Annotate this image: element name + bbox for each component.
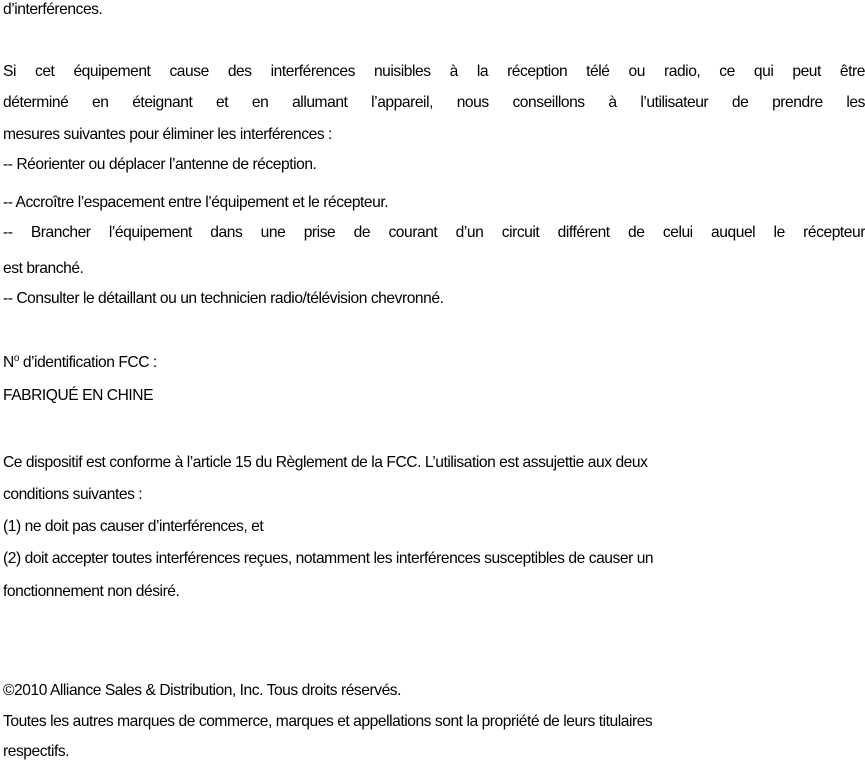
compliance-line-2: conditions suivantes : — [3, 486, 143, 503]
made-in-text: FABRIQUÉ EN CHINE — [3, 387, 154, 404]
fcc-id-label: d’identification FCC : — [18, 354, 157, 371]
advice-paragraph-line-1: Si cet équipement cause des interférences nuisibles à la réception télé ou radio, ce qui peut être — [3, 63, 865, 80]
trademark-line: Toutes les autres marques de commerce, marques et appellations sont la propriété de leurs titulaires — [3, 713, 653, 730]
fcc-id-line — [3, 351, 157, 375]
compliance-condition-2: (2) doit accepter toutes interférences reçues, notamment les interférences susceptibles de causer un — [3, 550, 654, 567]
fcc-id-prefix: N — [3, 354, 14, 371]
advice-list-item: -- Consulter le détaillant ou un technicien radio/télévision chevronné. — [3, 290, 444, 307]
advice-list-item: -- Accroître l’espacement entre l’équipement et le récepteur. — [3, 194, 389, 211]
advice-paragraph-line-2: déterminé en éteignant et en allumant l’appareil, nous conseillons à l’utilisateur de prendre les — [3, 94, 865, 111]
advice-list-item: -- Brancher l’équipement dans une prise de courant d’un circuit différent de celui auquel le récepteur — [3, 224, 865, 241]
advice-list-item-continuation: est branché. — [3, 260, 84, 277]
intro-tail-text: d’interférences. — [3, 1, 103, 18]
trademark-line-end: respectifs. — [3, 743, 70, 760]
advice-paragraph-line-3: mesures suivantes pour éliminer les interférences : — [3, 126, 332, 143]
compliance-condition-1: (1) ne doit pas causer d’interférences, et — [3, 518, 264, 535]
compliance-line-1: Ce dispositif est conforme à l’article 15 du Règlement de la FCC. L’utilisation est assujettie aux deux — [3, 454, 648, 471]
fcc-id-superscript: o — [13, 353, 19, 364]
copyright-line: ©2010 Alliance Sales & Distribution, Inc. Tous droits réservés. — [3, 682, 402, 699]
advice-list-item: -- Réorienter ou déplacer l’antenne de réception. — [3, 156, 317, 173]
compliance-line-5: fonctionnement non désiré. — [3, 583, 180, 600]
